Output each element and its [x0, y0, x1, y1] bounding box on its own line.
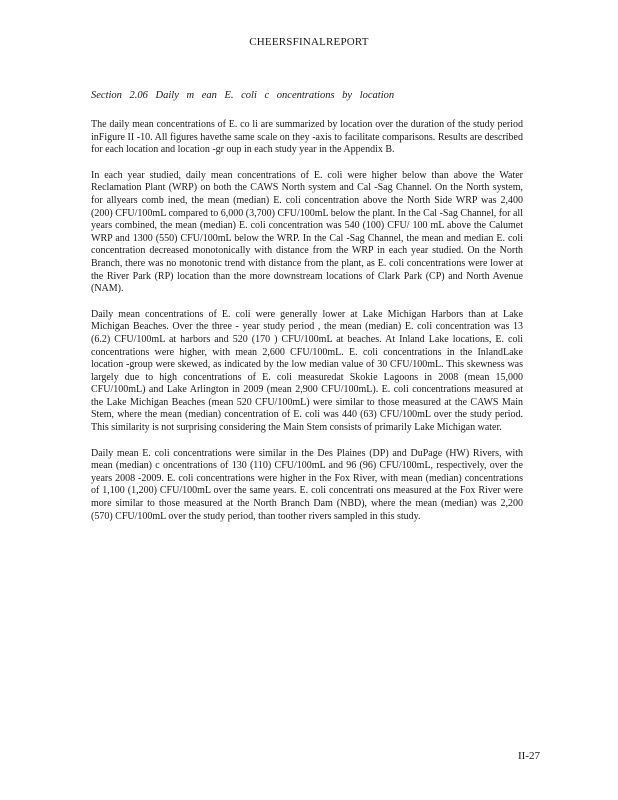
- paragraph-overview: The daily mean concentrations of E. co li are summarized by location over the duration of the study period inFigure II -10. All figures havethe same scale on they -axis to facilitate comparisons. Results are described for each location and location -gr oup in each study year in the Appendix B.: [91, 119, 523, 156]
- report-body: [91, 119, 523, 536]
- paragraph-rivers: Daily mean E. coli concentrations were similar in the Des Plaines (DP) and DuPage (HW) Rivers, with mean (median) c oncentrations of 130 (110) CFU/100mL and 96 (96) CFU/100mL, respectively, over the years 2008 -2009. E. coli concentrations were higher in the Fox River, with mean (median) concentrations of 1,100 (1,200) CFU/100mL over the same years. E. coli concentrati ons measured at the Fox River were more similar to those measured at the North Branch Dam (NBD), where the mean (median) was 2,200 (570) CFU/100mL over the study period, than toother rivers sampled in this study.: [91, 447, 523, 522]
- paragraph-wrp-comparison: In each year studied, daily mean concentrations of E. coli were higher below than above the Water Reclamation Plant (WRP) on both the CAWS North system and Cal -Sag Channel. On the North system, for allyears comb ined, the mean (median) E. coli concentration above the North Side WRP was 2,400 (200) CFU/100mL compared to 6,000 (3,700) CFU/100mL below the plant. In the Cal -Sag Channel, for all years combined, the mean (median) E. coli concentration was 540 (100) CFU/ 100 mL above the Calumet WRP and 1300 (550) CFU/100mL below the WRP. In the Cal -Sag Channel, the mean and median E. coli concentration decreased monotonically with distance from the WRP in each year studied. On the North Branch, there was no monotonic trend with distance from the plant, as E. coli concentrations were lower at the River Park (RP) location than the more downstream locations of Clark Park (CP) and North Avenue (NAM).: [91, 169, 523, 295]
- paragraph-lake-michigan: Daily mean concentrations of E. coli were generally lower at Lake Michigan Harbors than at Lake Michigan Beaches. Over the three - year study period , the mean (median) E. coli concentration was 13 (6.2) CFU/100mL at harbors and 520 (170 ) CFU/100mL at beaches. At Inland Lake locations, E. coli concentrations were higher, with mean 2,600 CFU/100mL. E. coli concentrations in the InlandLake location -group were skewed, as indicated by the low median value of 30 CFU/100mL. This skewness was largely due to high concentrations of E. coli measuredat Skokie Lagoons in 2008 (mean 15,000 CFU/100mL) and Lake Arlington in 2009 (mean 2,900 CFU/100mL). E. coli concentrations measured at the Lake Michigan Beaches (mean 520 CFU/100mL) were similar to those measured at the CAWS Main Stem, where the mean (median) concentration of E. coli was 440 (63) CFU/100mL over the study period. This similarity is not surprising considering the Main Stem consists of primarily Lake Michigan water.: [91, 308, 523, 434]
- page-number: II-27: [518, 750, 540, 762]
- section-heading: Section 2.06 Daily m ean E. coli c oncentrations by location: [91, 90, 395, 101]
- report-header: CHEERSFINALREPORT: [249, 36, 369, 48]
